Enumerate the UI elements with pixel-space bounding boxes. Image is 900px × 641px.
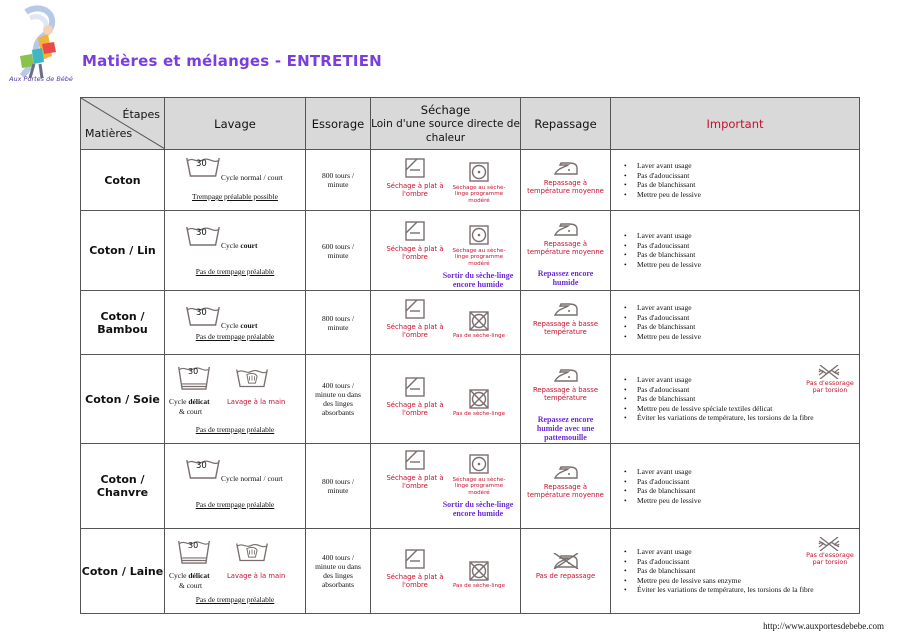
tumble-dry-label: Séchage au sèche-linge programme modéré [452,185,506,204]
list-item: • Laver avant usage [637,467,859,477]
essorage-cell [306,291,371,355]
essorage-cell [306,444,371,529]
list-item: • Laver avant usage [637,303,859,313]
care-notes-list [611,161,859,199]
list-item: • Laver avant usage [637,375,859,385]
tumble-dry-icon [469,225,489,245]
steps-label: Étapes [122,108,160,121]
list-item: • Pas d'adoucissant [637,385,859,395]
header-important: Important [611,98,860,150]
table-row [81,150,860,211]
repassage-cell [521,529,611,614]
essorage-cell [306,150,371,211]
corner-header [81,98,165,150]
soak-note: Pas de trempage préalable [195,425,275,434]
list-item: • Mettre peu de lessive spéciale textiles délicat [637,404,859,414]
flat-dry-label: Séchage à plat à l'ombre [386,401,444,417]
table-row [81,355,860,444]
flat-dry-label: Séchage à plat à l'ombre [386,323,444,339]
flat-dry-icon [405,158,425,178]
care-notes-list [611,467,859,505]
flat-dry-icon [405,450,425,470]
list-item: • Mettre peu de lessive [637,496,859,506]
iron-label: Repassage à basse température [532,386,599,402]
iron-icon [553,367,579,383]
list-item: • Pas d'adoucissant [637,241,859,251]
spin-speed: 800 tours / minute [321,171,355,189]
iron-icon [553,464,579,480]
tumble-dry-label: Pas de sèche-linge [452,583,506,589]
lavage-cell [165,444,306,529]
list-item: • Laver avant usage [637,231,859,241]
wash-temperature: 30 [196,159,207,169]
wash-temperature: 30 [196,461,207,471]
repassage-cell [521,444,611,529]
list-item: • Laver avant usage [637,547,859,557]
page-title: Matières et mélanges - ENTRETIEN [82,52,382,70]
list-item: • Pas d'adoucissant [637,171,859,181]
soak-note: Trempage préalable possible [192,192,278,201]
header-lavage: Lavage [165,98,306,150]
hand-wash-label: Lavage à la main [227,572,286,580]
sechage-cell [371,211,521,291]
iron-label: Repassage à température moyenne [527,179,604,195]
list-item: • Pas de blanchissant [637,394,859,404]
header-essorage: Essorage [306,98,371,150]
flat-dry-icon [405,377,425,397]
sechage-cell [371,355,521,444]
repassage-cell [521,211,611,291]
lavage-cell [165,355,306,444]
care-notes-list [611,231,859,269]
header-repassage: Repassage [521,98,611,150]
wash-temperature: 30 [196,308,207,318]
no-tumble-dry-icon [469,311,489,331]
soak-note: Pas de trempage préalable [195,332,275,341]
material-name: Coton [81,150,165,211]
footer-url: http://www.auxportesdebebe.com [763,621,884,631]
iron-icon [553,160,579,176]
list-item: • Mettre peu de lessive [637,190,859,200]
no-wring-icon [817,365,841,379]
wash-temperature: 30 [188,367,199,376]
list-item: • Pas de blanchissant [637,322,859,332]
material-name: Coton / Chanvre [81,444,165,529]
wash-cycle: Cycle normal / court [221,474,283,483]
iron-label: Pas de repassage [535,572,596,580]
sechage-cell [371,444,521,529]
list-item: • Éviter les variations de température, les torsions de la fibre [637,413,859,423]
flat-dry-label: Séchage à plat à l'ombre [386,573,444,589]
iron-note: Repassez encore humide [537,269,594,287]
no-wring-label: Pas d'essorage par torsion [806,551,854,567]
care-table [80,97,860,614]
list-item: • Mettre peu de lessive sans enzyme [637,576,859,586]
important-cell [611,529,860,614]
iron-label: Repassage à température moyenne [527,240,604,256]
spin-speed: 600 tours / minute [321,241,355,260]
soak-note: Pas de trempage préalable [195,595,275,604]
important-cell [611,211,860,291]
list-item: • Éviter les variations de température, les torsions de la fibre [637,585,859,595]
hand-wash-icon [235,365,269,391]
lavage-cell [165,150,306,211]
essorage-cell [306,529,371,614]
table-row [81,444,860,529]
no-iron-icon [553,553,579,569]
spin-speed: 400 tours / minute ou dans des linges absorbants [315,553,361,589]
wash-temperature: 30 [196,228,207,238]
spin-speed: 800 tours / minute [321,313,355,332]
list-item: • Mettre peu de lessive [637,332,859,342]
list-item: • Mettre peu de lessive [637,260,859,270]
essorage-cell [306,211,371,291]
wash-cycle: Cycle court [221,321,258,330]
iron-label: Repassage à basse température [532,320,599,336]
lavage-cell [165,291,306,355]
wash-cycle: Cycle délicat [169,397,210,406]
wash-cycle: Cycle délicat [169,571,210,580]
material-name: Coton / Laine [81,529,165,614]
list-item: • Pas d'adoucissant [637,313,859,323]
dryer-note: Sortir du sèche-linge encore humide [442,271,514,289]
repassage-cell [521,150,611,211]
flat-dry-icon [405,549,425,569]
hand-wash-label: Lavage à la main [227,398,286,406]
diagonal-line [81,98,165,149]
tumble-dry-icon [469,162,489,182]
table-row [81,291,860,355]
no-tumble-dry-icon [469,561,489,581]
essorage-cell [306,355,371,444]
repassage-cell [521,291,611,355]
tumble-dry-label: Pas de sèche-linge [452,411,506,417]
wash-temperature: 30 [188,541,199,550]
table-row [81,211,860,291]
material-name: Coton / Bambou [81,291,165,355]
dryer-note: Sortir du sèche-linge encore humide [442,500,514,518]
list-item: • Pas de blanchissant [637,566,859,576]
wash-cycle-extra: & court [179,581,203,590]
sechage-title: Séchage [420,102,471,117]
list-item: • Laver avant usage [637,161,859,171]
material-name: Coton / Lin [81,211,165,291]
list-item: • Pas d'adoucissant [637,477,859,487]
spin-speed: 800 tours / minute [321,477,355,495]
important-cell [611,291,860,355]
flat-dry-icon [405,221,425,241]
flat-dry-icon [405,299,425,319]
care-notes-list [611,303,859,341]
sechage-cell [371,150,521,211]
soak-note: Pas de trempage préalable [195,500,275,509]
sechage-subtitle: Loin d'une source directe de chaleur [371,117,520,144]
header-sechage [371,98,521,150]
logo-text: Aux Portes de Bébé [9,75,73,83]
list-item: • Pas d'adoucissant [637,557,859,567]
list-item: • Pas de blanchissant [637,180,859,190]
no-wring-icon [817,537,841,551]
list-item: • Pas de blanchissant [637,250,859,260]
soak-note: Pas de trempage préalable [195,267,275,276]
sechage-cell [371,529,521,614]
lavage-cell [165,211,306,291]
sechage-cell [371,291,521,355]
flat-dry-label: Séchage à plat à l'ombre [386,182,444,198]
wash-cycle-extra: & court [179,407,203,416]
iron-note: Repassez encore humide avec une pattemouille [536,415,595,442]
no-tumble-dry-icon [469,389,489,409]
flat-dry-label: Séchage à plat à l'ombre [386,474,444,490]
tumble-dry-label: Pas de sèche-linge [452,333,506,339]
tumble-dry-icon [469,454,489,474]
material-name: Coton / Soie [81,355,165,444]
tumble-dry-label: Séchage au sèche-linge programme modéré [452,248,506,267]
repassage-cell [521,355,611,444]
wash-cycle: Cycle normal / court [221,173,283,182]
important-cell [611,355,860,444]
table-row [81,529,860,614]
wash-cycle: Cycle court [221,241,258,250]
no-wring-label: Pas d'essorage par torsion [806,379,854,395]
important-cell [611,150,860,211]
hand-wash-icon [235,539,269,565]
important-cell [611,444,860,529]
lavage-cell [165,529,306,614]
spin-speed: 400 tours / minute ou dans des linges absorbants [315,381,361,417]
iron-icon [553,301,579,317]
flat-dry-label: Séchage à plat à l'ombre [386,245,444,261]
list-item: • Pas de blanchissant [637,486,859,496]
tumble-dry-label: Séchage au sèche-linge programme modéré [452,477,506,496]
iron-icon [553,221,579,237]
iron-label: Repassage à température moyenne [527,483,604,499]
materials-label: Matières [85,127,133,140]
